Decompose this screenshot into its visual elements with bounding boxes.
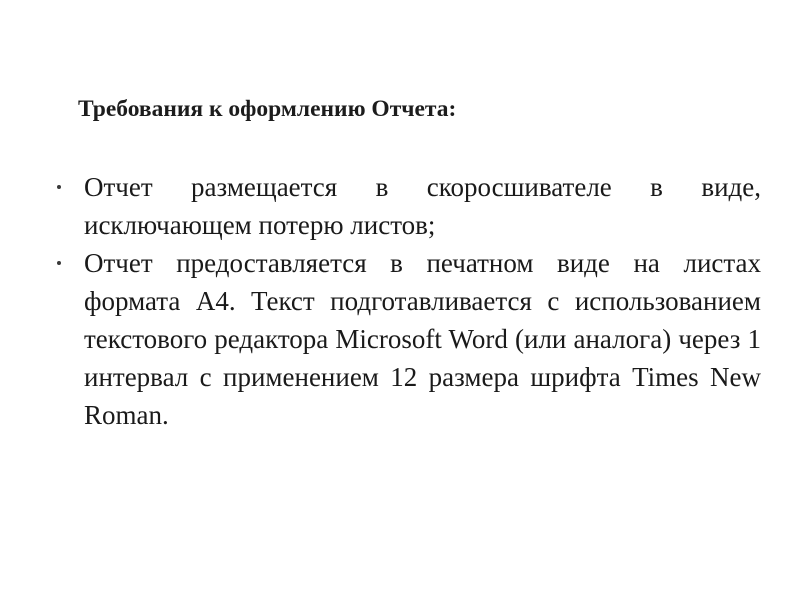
bullet-text: Отчет размещается в скоросшивателе в виде, исключающем потерю листов; [84, 172, 761, 240]
dot-bullet-icon [57, 261, 61, 265]
dot-bullet-icon [57, 185, 61, 189]
bullet-item [84, 244, 761, 434]
bullet-list [84, 168, 761, 434]
bullet-item [84, 168, 761, 244]
slide-heading: Требования к оформлению Отчета: [78, 96, 457, 122]
bullet-text: Отчет предоставляется в печатном виде на листах формата А4. Текст подготавливается с использованием текстового редактора Microsoft Word (или аналога) через 1 интервал с применением 12 размера шрифта Times New Roman. [84, 248, 761, 430]
